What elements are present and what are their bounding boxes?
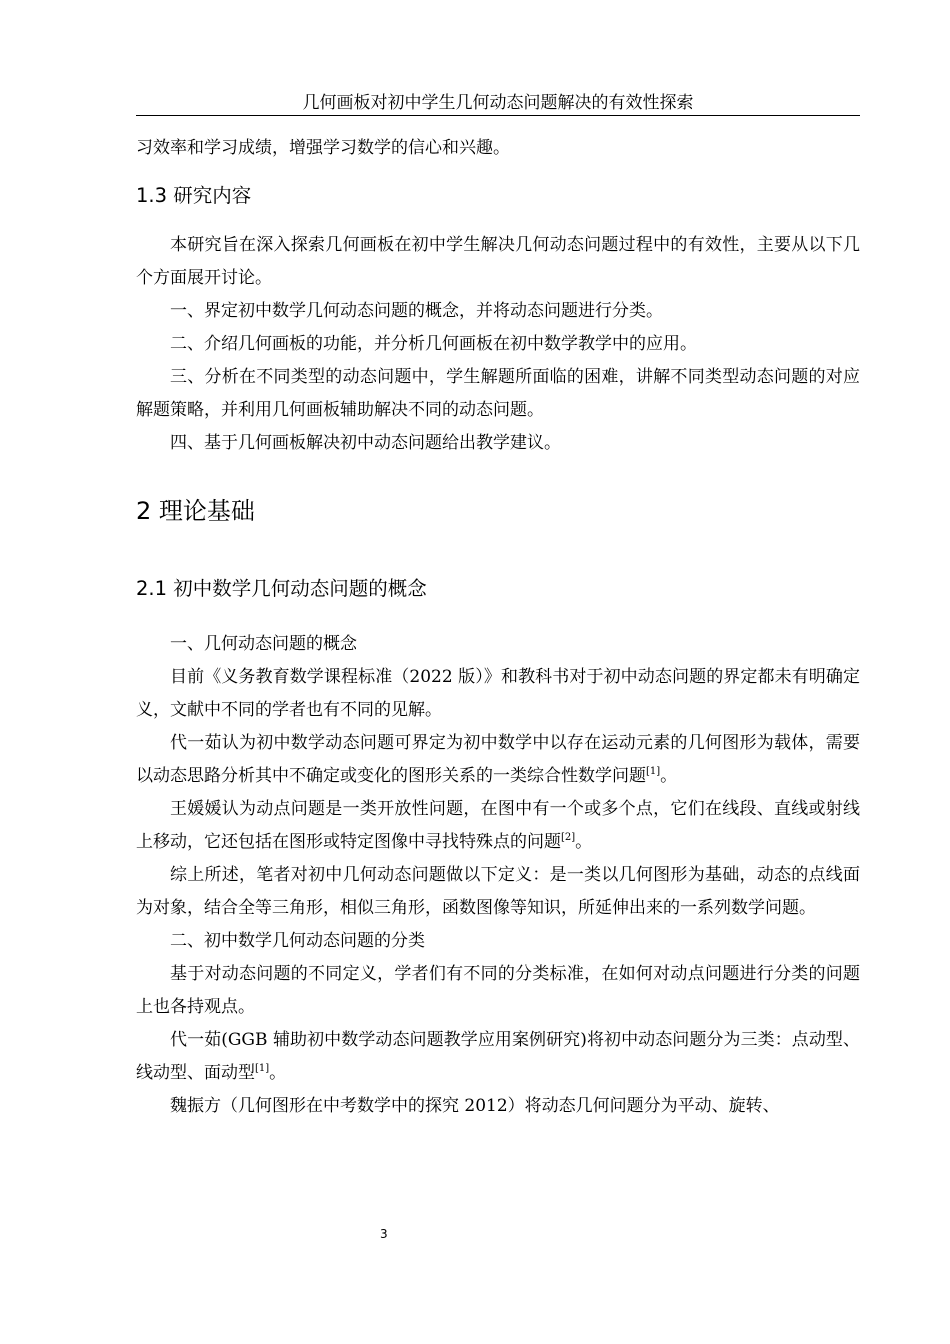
paragraph: 一、几何动态问题的概念 — [170, 634, 357, 654]
section-heading-1-3: 1.3 研究内容 — [136, 184, 252, 207]
paragraph: 魏振方（几何图形在中考数学中的探究 2012）将动态几何问题分为平动、旋转、 — [170, 1096, 780, 1116]
paragraph-text: 代一茹认为初中数学动态问题可界定为初中数学中以存在运动元素的几何图形为载体，需要以动态思路分析其中不确定或变化的图形关系的一类综合性数学问题 — [136, 733, 860, 786]
paragraph-end: 。 — [575, 832, 593, 852]
paragraph — [136, 793, 860, 859]
paragraph: 一、界定初中数学几何动态问题的概念，并将动态问题进行分类。 — [170, 301, 663, 321]
chapter-heading-2: 2 理论基础 — [136, 497, 255, 525]
paragraph — [136, 1024, 860, 1090]
paragraph: 基于对动态问题的不同定义，学者们有不同的分类标准，在如何对动点问题进行分类的问题上也各持观点。 — [136, 964, 860, 1017]
paragraph: 二、介绍几何画板的功能，并分析几何画板在初中数学教学中的应用。 — [170, 334, 697, 354]
paragraph: 目前《义务教育数学课程标准（2022 版）》和教科书对于初中动态问题的界定都未有明确定义，文献中不同的学者也有不同的见解。 — [136, 667, 860, 720]
paragraph: 二、初中数学几何动态问题的分类 — [170, 931, 425, 951]
paragraph-text: 代一茹(GGB 辅助初中数学动态问题教学应用案例研究)将初中动态问题分为三类：点动型、线动型、面动型 — [136, 1030, 860, 1083]
paragraph-end: 。 — [660, 766, 678, 786]
citation-ref[interactable]: [1] — [255, 1063, 270, 1074]
paragraph: 习效率和学习成绩，增强学习数学的信心和兴趣。 — [136, 138, 510, 158]
citation-ref[interactable]: [1] — [646, 766, 661, 777]
header-rule — [136, 115, 860, 116]
section-heading-2-1: 2.1 初中数学几何动态问题的概念 — [136, 577, 427, 600]
paragraph-end: 。 — [269, 1063, 287, 1083]
paragraph: 本研究旨在深入探索几何画板在初中学生解决几何动态问题过程中的有效性，主要从以下几个方面展开讨论。 — [136, 235, 860, 288]
paragraph-text: 王媛媛认为动点问题是一类开放性问题，在图中有一个或多个点，它们在线段、直线或射线上移动，它还包括在图形或特定图像中寻找特殊点的问题 — [136, 799, 860, 852]
paragraph: 四、基于几何画板解决初中动态问题给出教学建议。 — [170, 433, 561, 453]
citation-ref[interactable]: [2] — [561, 832, 576, 843]
paragraph: 三、分析在不同类型的动态问题中，学生解题所面临的困难，讲解不同类型动态问题的对应解题策略，并利用几何画板辅助解决不同的动态问题。 — [136, 367, 860, 420]
document-body — [136, 132, 860, 1123]
page-number: 3 — [380, 1227, 388, 1241]
paragraph: 综上所述，笔者对初中几何动态问题做以下定义：是一类以几何图形为基础，动态的点线面为对象，结合全等三角形，相似三角形，函数图像等知识，所延伸出来的一系列数学问题。 — [136, 865, 860, 918]
paragraph — [136, 727, 860, 793]
running-header: 几何画板对初中学生几何动态问题解决的有效性探索 — [302, 93, 694, 113]
